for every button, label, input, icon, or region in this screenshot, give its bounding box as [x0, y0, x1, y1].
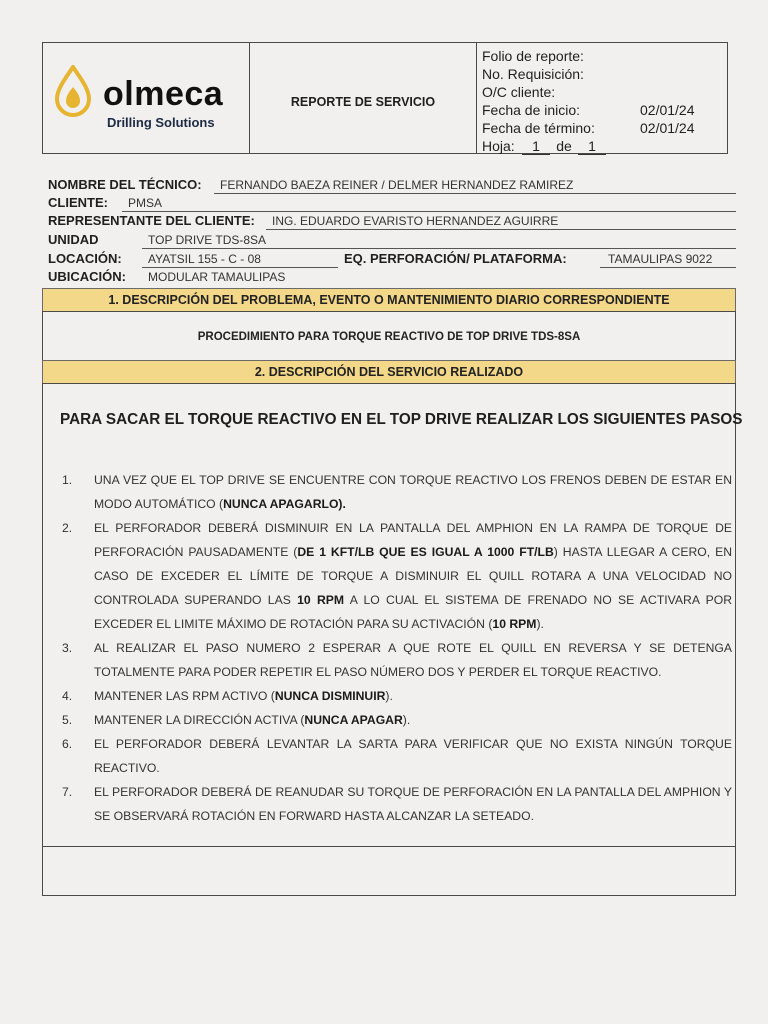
- step-item: [62, 684, 732, 708]
- step-text: [94, 636, 732, 684]
- step-number: 7.: [62, 785, 73, 799]
- section2-heading: PARA SACAR EL TORQUE REACTIVO EN EL TOP DRIVE REALIZAR LOS SIGUIENTES PASOS: [60, 411, 743, 428]
- unidad-value: TOP DRIVE TDS-8SA: [148, 233, 267, 247]
- step-item: [62, 636, 732, 684]
- locacion-value: AYATSIL 155 - C - 08: [148, 252, 261, 266]
- step-item: [62, 468, 732, 516]
- step-emphasis: DE 1 KFT/LB QUE ES IGUAL A 1000 FT/LB: [297, 545, 554, 559]
- step-item: [62, 708, 732, 732]
- tecnico-value: FERNANDO BAEZA REINER / DELMER HERNANDEZ RAMIREZ: [220, 178, 574, 192]
- folio-row: [482, 47, 727, 65]
- step-number: 5.: [62, 713, 73, 727]
- hoja-num: 1: [522, 137, 550, 155]
- step-emphasis: 10 RPM: [492, 617, 537, 631]
- section2-header: 2. DESCRIPCIÓN DEL SERVICIO REALIZADO: [42, 360, 736, 384]
- unidad-label: UNIDAD: [48, 232, 99, 247]
- fecha-inicio-label: Fecha de inicio:: [482, 102, 581, 118]
- step-item: [62, 732, 732, 780]
- report-meta-cell: [476, 42, 728, 154]
- requisicion-label: No. Requisición:: [482, 66, 584, 82]
- hoja-row: [482, 137, 727, 155]
- brand-tagline: Drilling Solutions: [107, 115, 215, 130]
- plataforma-value: TAMAULIPAS 9022: [608, 252, 713, 266]
- step-segment: ).: [402, 713, 411, 727]
- step-text: [94, 780, 732, 828]
- requisicion-row: [482, 65, 727, 83]
- step-item: [62, 780, 732, 828]
- step-text: [94, 684, 732, 708]
- oc-row: [482, 83, 727, 101]
- ubicacion-label: UBICACIÓN:: [48, 269, 126, 284]
- step-segment: EL PERFORADOR DEBERÁ DISMINUIR EN LA PANTALLA DEL AMPHION EN LA RAMPA DE TORQUE DE PERFORACIÓN PAUSADAMENTE (: [94, 521, 732, 559]
- section1-text: PROCEDIMIENTO PARA TORQUE REACTIVO DE TOP DRIVE TDS-8SA: [197, 331, 581, 343]
- fecha-inicio-row: [482, 101, 727, 119]
- locacion-underline: [142, 267, 338, 268]
- report-title: REPORTE DE SERVICIO: [290, 95, 436, 109]
- fecha-termino-value: 02/01/24: [640, 120, 695, 136]
- step-number: 1.: [62, 473, 73, 487]
- step-number: 6.: [62, 737, 73, 751]
- oc-label: O/C cliente:: [482, 84, 556, 100]
- locacion-label: LOCACIÓN:: [48, 251, 122, 266]
- report-title-cell: [249, 42, 477, 154]
- step-segment: ).: [536, 617, 544, 631]
- step-text: [94, 468, 732, 516]
- hoja-label: Hoja:: [482, 138, 515, 154]
- fecha-inicio-value: 02/01/24: [640, 102, 695, 118]
- step-segment: ).: [385, 689, 393, 703]
- steps-list: [62, 468, 732, 828]
- step-segment: EL PERFORADOR DEBERÁ LEVANTAR LA SARTA PARA VERIFICAR QUE NO EXISTA NINGÚN TORQUE REACTIVO.: [94, 737, 732, 775]
- step-emphasis: NUNCA DISMINUIR: [274, 689, 386, 703]
- cliente-value: PMSA: [128, 196, 163, 210]
- step-segment: A LO CUAL EL SISTEMA DE FRENADO NO SE ACTIVARA POR EXCEDER EL LIMITE MÁXIMO DE ROTACIÓN PARA SU ACTIVACIÓN (: [94, 593, 733, 631]
- cliente-label: CLIENTE:: [48, 195, 108, 210]
- hoja-de: de: [556, 138, 572, 154]
- brand-name: olmeca: [103, 75, 224, 113]
- step-emphasis: 10 RPM: [297, 593, 345, 607]
- step-segment: ) HASTA LLEGAR A CERO, EN CASO DE EXCEDER EL LÍMITE DE TORQUE A DISMINUIR EL QUILL ROTARA A UNA VELOCIDAD NO CONTROLADA SUPERANDO LAS: [94, 545, 733, 607]
- step-text: [94, 732, 732, 780]
- step-item: [62, 516, 732, 636]
- hoja-total: 1: [578, 137, 606, 155]
- section1-body: [42, 311, 736, 361]
- step-emphasis: NUNCA APAGARLO).: [223, 497, 346, 511]
- step-segment: AL REALIZAR EL PASO NUMERO 2 ESPERAR A QUE ROTE EL QUILL EN REVERSA Y SE DETENGA TOTALMENTE PARA PODER REPETIR EL PASO NÚMERO DOS Y PERDER EL TORQUE REACTIVO.: [94, 641, 732, 679]
- representante-label: REPRESENTANTE DEL CLIENTE:: [48, 213, 255, 228]
- plataforma-label: EQ. PERFORACIÓN/ PLATAFORMA:: [344, 251, 567, 266]
- logo-cell: [42, 42, 250, 154]
- step-text: [94, 516, 732, 636]
- step-number: 2.: [62, 521, 73, 535]
- representante-value: ING. EDUARDO EVARISTO HERNANDEZ AGUIRRE: [272, 214, 559, 228]
- fecha-termino-row: [482, 119, 727, 137]
- step-text: [94, 708, 732, 732]
- unidad-underline: [142, 248, 736, 249]
- step-segment: MANTENER LAS RPM ACTIVO (: [94, 689, 275, 703]
- step-number: 4.: [62, 689, 73, 703]
- step-number: 3.: [62, 641, 73, 655]
- tecnico-label: NOMBRE DEL TÉCNICO:: [48, 177, 202, 192]
- fecha-termino-label: Fecha de término:: [482, 120, 595, 136]
- section1-header: 1. DESCRIPCIÓN DEL PROBLEMA, EVENTO O MANTENIMIENTO DIARIO CORRESPONDIENTE: [42, 288, 736, 312]
- ubicacion-value: MODULAR TAMAULIPAS: [148, 270, 286, 284]
- representante-underline: [266, 229, 736, 230]
- step-emphasis: NUNCA APAGAR: [304, 713, 403, 727]
- step-segment: UNA VEZ QUE EL TOP DRIVE SE ENCUENTRE CON TORQUE REACTIVO LOS FRENOS DEBEN DE ESTAR EN MODO AUTOMÁTICO (: [94, 473, 732, 511]
- tecnico-underline: [214, 193, 736, 194]
- cliente-underline: [122, 211, 736, 212]
- olmeca-drop-logo: [53, 65, 93, 117]
- step-segment: MANTENER LA DIRECCIÓN ACTIVA (: [94, 713, 305, 727]
- step-segment: EL PERFORADOR DEBERÁ DE REANUDAR SU TORQUE DE PERFORACIÓN EN LA PANTALLA DEL AMPHION Y SE OBSERVARÁ ROTACIÓN EN FORWARD HASTA ALCANZAR LA SETEADO.: [94, 785, 732, 823]
- plataforma-underline: [600, 267, 736, 268]
- bottom-empty-box: [42, 846, 736, 896]
- folio-label: Folio de reporte:: [482, 48, 584, 64]
